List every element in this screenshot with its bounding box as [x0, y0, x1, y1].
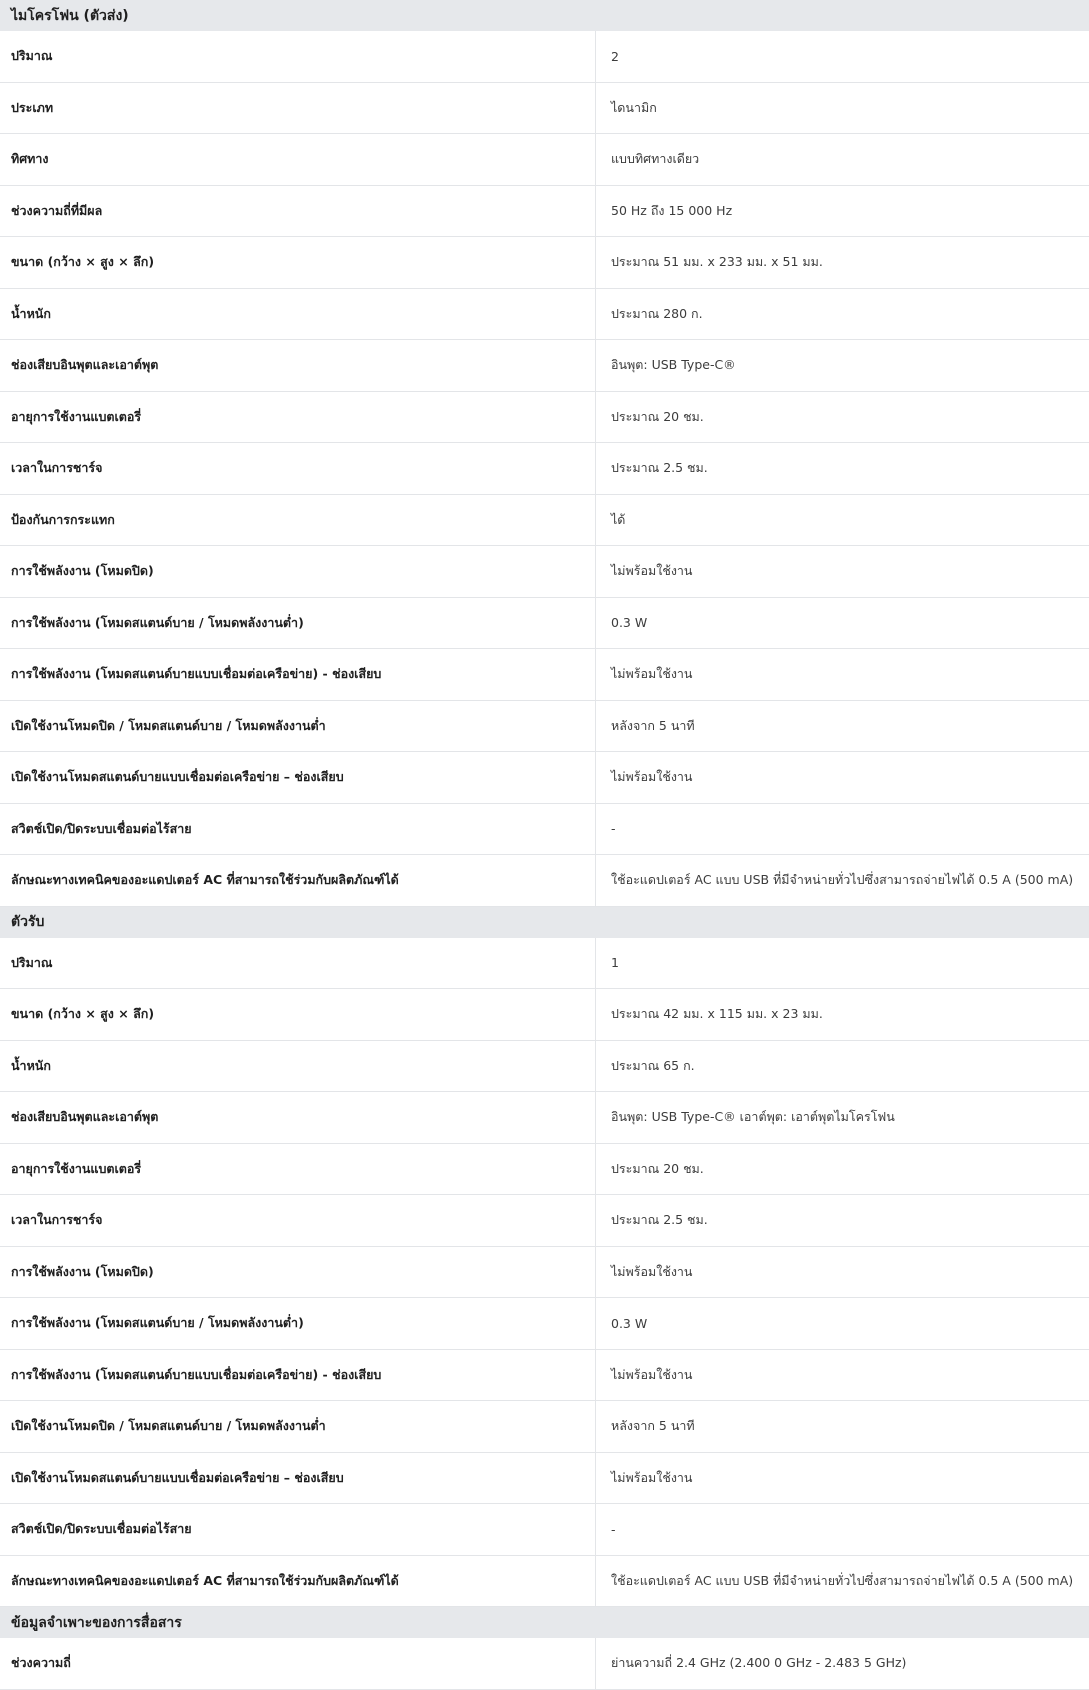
table-row	[0, 546, 1089, 598]
spec-label: ทิศทาง	[0, 134, 596, 185]
spec-value: ประมาณ 2.5 ชม.	[611, 1212, 708, 1228]
table-row	[0, 1638, 1089, 1690]
spec-label: สวิตช์เปิด/ปิดระบบเชื่อมต่อไร้สาย	[0, 804, 596, 855]
spec-label: ช่องเสียบอินพุตและเอาต์พุต	[0, 340, 596, 391]
table-row	[0, 1401, 1089, 1453]
spec-value: อินพุต: USB Type-C®	[611, 357, 736, 373]
spec-value: ประมาณ 280 ก.	[611, 305, 703, 321]
table-row	[0, 340, 1089, 392]
table-row	[0, 1453, 1089, 1505]
table-row	[0, 1504, 1089, 1556]
table-row	[0, 752, 1089, 804]
spec-value: 1	[611, 955, 619, 971]
spec-value: แบบทิศทางเดียว	[611, 151, 700, 167]
table-row	[0, 598, 1089, 650]
table-row	[0, 1092, 1089, 1144]
spec-value: 0.3 W	[611, 615, 648, 631]
spec-label: เปิดใช้งานโหมดสแตนด์บายแบบเชื่อมต่อเครือข่าย – ช่องเสียบ	[0, 752, 596, 803]
spec-label: สวิตช์เปิด/ปิดระบบเชื่อมต่อไร้สาย	[0, 1504, 596, 1555]
spec-label: ป้องกันการกระแทก	[0, 495, 596, 546]
spec-label: การใช้พลังงาน (โหมดสแตนด์บายแบบเชื่อมต่อเครือข่าย) - ช่องเสียบ	[0, 1350, 596, 1401]
spec-label: ขนาด (กว้าง × สูง × ลึก)	[0, 237, 596, 288]
spec-value: ประมาณ 65 ก.	[611, 1057, 695, 1073]
table-row	[0, 649, 1089, 701]
section-header-transmitter: ไมโครโฟน (ตัวส่ง)	[0, 0, 1089, 31]
table-row	[0, 1247, 1089, 1299]
spec-value: ไม่พร้อมใช้งาน	[611, 769, 693, 785]
spec-label: เปิดใช้งานโหมดสแตนด์บายแบบเชื่อมต่อเครือข่าย – ช่องเสียบ	[0, 1453, 596, 1504]
spec-value: ไม่พร้อมใช้งาน	[611, 1469, 693, 1485]
spec-label: ลักษณะทางเทคนิคของอะแดปเตอร์ AC ที่สามารถใช้ร่วมกับผลิตภัณฑ์ได้	[0, 855, 596, 906]
table-row	[0, 1298, 1089, 1350]
table-row	[0, 392, 1089, 444]
spec-label: การใช้พลังงาน (โหมดปิด)	[0, 1247, 596, 1298]
table-row	[0, 804, 1089, 856]
spec-label: ขนาด (กว้าง × สูง × ลึก)	[0, 989, 596, 1040]
spec-label: การใช้พลังงาน (โหมดสแตนด์บาย / โหมดพลังงานต่ำ)	[0, 598, 596, 649]
section-header-receiver: ตัวรับ	[0, 907, 1089, 938]
spec-label: ช่วงความถี่ที่มีผล	[0, 186, 596, 237]
spec-value: ได้	[611, 511, 626, 527]
spec-value: ประมาณ 20 ชม.	[611, 1160, 704, 1176]
spec-value: ไม่พร้อมใช้งาน	[611, 1263, 693, 1279]
spec-label: เวลาในการชาร์จ	[0, 443, 596, 494]
spec-value: 0.3 W	[611, 1315, 648, 1331]
table-row	[0, 1195, 1089, 1247]
spec-label: อายุการใช้งานแบตเตอรี่	[0, 392, 596, 443]
spec-label: การใช้พลังงาน (โหมดสแตนด์บายแบบเชื่อมต่อเครือข่าย) - ช่องเสียบ	[0, 649, 596, 700]
spec-label: ปริมาณ	[0, 31, 596, 82]
spec-value: 2	[611, 48, 619, 64]
spec-value: -	[611, 821, 616, 837]
table-row	[0, 989, 1089, 1041]
table-row	[0, 855, 1089, 907]
spec-label: ช่องเสียบอินพุตและเอาต์พุต	[0, 1092, 596, 1143]
spec-value: ประมาณ 2.5 ชม.	[611, 460, 708, 476]
spec-value: หลังจาก 5 นาที	[611, 1418, 695, 1434]
spec-value: ประมาณ 20 ชม.	[611, 408, 704, 424]
spec-label: เปิดใช้งานโหมดปิด / โหมดสแตนด์บาย / โหมดพลังงานต่ำ	[0, 701, 596, 752]
spec-value: ประมาณ 51 มม. x 233 มม. x 51 มม.	[611, 254, 823, 270]
table-row	[0, 938, 1089, 990]
spec-value: ไม่พร้อมใช้งาน	[611, 1366, 693, 1382]
spec-value: ไม่พร้อมใช้งาน	[611, 666, 693, 682]
spec-value: -	[611, 1521, 616, 1537]
spec-value: ประมาณ 42 มม. x 115 มม. x 23 มม.	[611, 1006, 823, 1022]
table-row	[0, 237, 1089, 289]
table-row	[0, 134, 1089, 186]
table-row	[0, 495, 1089, 547]
spec-label: ปริมาณ	[0, 938, 596, 989]
spec-value: หลังจาก 5 นาที	[611, 717, 695, 733]
table-row	[0, 83, 1089, 135]
spec-label: ลักษณะทางเทคนิคของอะแดปเตอร์ AC ที่สามารถใช้ร่วมกับผลิตภัณฑ์ได้	[0, 1556, 596, 1607]
table-row	[0, 443, 1089, 495]
spec-label: การใช้พลังงาน (โหมดสแตนด์บาย / โหมดพลังงานต่ำ)	[0, 1298, 596, 1349]
spec-label: น้ำหนัก	[0, 1041, 596, 1092]
spec-label: เปิดใช้งานโหมดปิด / โหมดสแตนด์บาย / โหมดพลังงานต่ำ	[0, 1401, 596, 1452]
spec-label: ประเภท	[0, 83, 596, 134]
spec-value: ไดนามิก	[611, 99, 657, 115]
spec-value: ใช้อะแดปเตอร์ AC แบบ USB ที่มีจำหน่ายทั่วไปซึ่งสามารถจ่ายไฟได้ 0.5 A (500 mA)	[611, 872, 1074, 888]
spec-value: ใช้อะแดปเตอร์ AC แบบ USB ที่มีจำหน่ายทั่วไปซึ่งสามารถจ่ายไฟได้ 0.5 A (500 mA)	[611, 1572, 1074, 1588]
table-row	[0, 1144, 1089, 1196]
table-row	[0, 1350, 1089, 1402]
table-row	[0, 186, 1089, 238]
spec-label: อายุการใช้งานแบตเตอรี่	[0, 1144, 596, 1195]
table-row	[0, 1041, 1089, 1093]
spec-value: 50 Hz ถึง 15 000 Hz	[611, 202, 733, 218]
table-row	[0, 1556, 1089, 1608]
spec-label: การใช้พลังงาน (โหมดปิด)	[0, 546, 596, 597]
table-row	[0, 701, 1089, 753]
spec-label: น้ำหนัก	[0, 289, 596, 340]
section-header-communication: ข้อมูลจำเพาะของการสื่อสาร	[0, 1607, 1089, 1638]
spec-value: อินพุต: USB Type-C® เอาต์พุต: เอาต์พุตไมโครโฟน	[611, 1109, 895, 1125]
spec-value: ย่านความถี่ 2.4 GHz (2.400 0 GHz - 2.483 5 GHz)	[611, 1655, 907, 1671]
spec-label: เวลาในการชาร์จ	[0, 1195, 596, 1246]
table-row	[0, 289, 1089, 341]
table-row	[0, 31, 1089, 83]
spec-value: ไม่พร้อมใช้งาน	[611, 563, 693, 579]
spec-label: ช่วงความถี่	[0, 1638, 596, 1689]
